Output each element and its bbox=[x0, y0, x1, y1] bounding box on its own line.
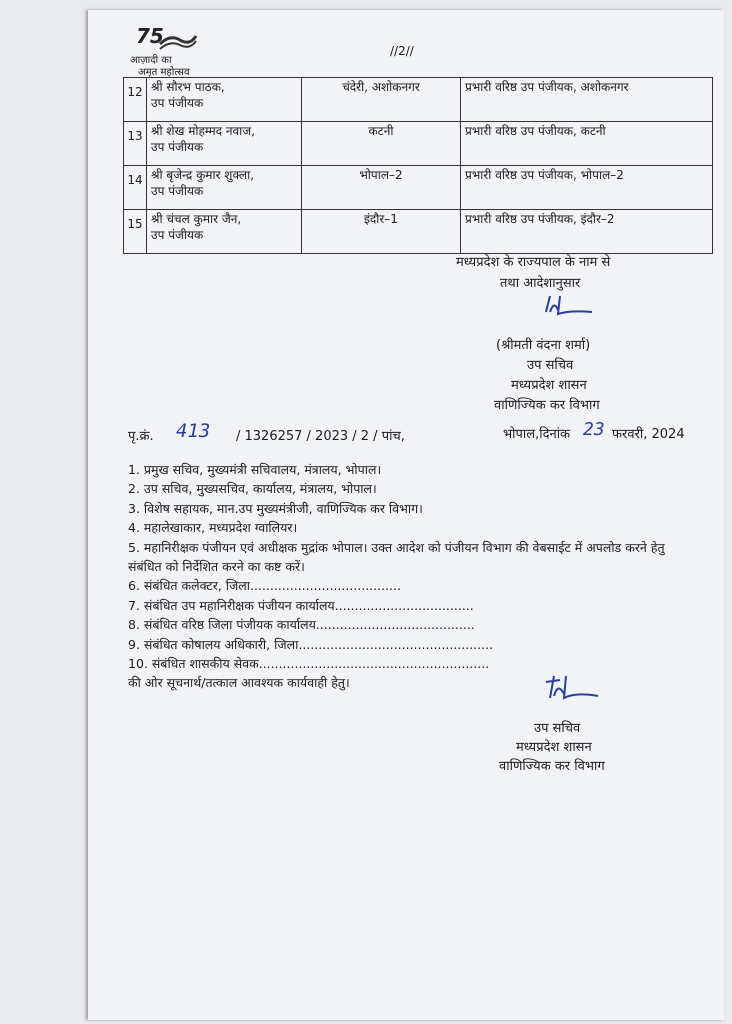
officer-name-cell bbox=[147, 210, 302, 254]
table-row bbox=[124, 78, 713, 122]
officer-name-cell bbox=[147, 78, 302, 122]
signatory2-office: मध्यप्रदेश शासन bbox=[516, 740, 592, 755]
table-row bbox=[124, 166, 713, 210]
current-posting-cell: कटनी bbox=[302, 122, 461, 166]
list-item: 7. संबंधित उप महानिरीक्षक पंजीयन कार्यालय................................... bbox=[128, 597, 474, 613]
order-line-1: मध्यप्रदेश के राज्यपाल के नाम से bbox=[456, 255, 611, 270]
signatory2-designation: उप सचिव bbox=[534, 721, 581, 736]
month-year: फरवरी, 2024 bbox=[612, 427, 685, 442]
officer-name-cell bbox=[147, 122, 302, 166]
new-charge-cell: प्रभारी वरिष्ठ उप पंजीयक, इंदौर–2 bbox=[461, 210, 713, 254]
officer-name: श्री बृजेन्द्र कुमार शुक्ला, bbox=[151, 168, 255, 182]
officer-rank: उप पंजीयक bbox=[151, 184, 204, 198]
closing-line: की ओर सूचनार्थ/तत्काल आवश्यक कार्यवाही हेतु। bbox=[128, 675, 350, 691]
list-item: 8. संबंधित वरिष्ठ जिला पंजीयक कार्यालय........................................ bbox=[128, 617, 475, 633]
row-number: 13 bbox=[124, 122, 147, 166]
list-item: 1. प्रमुख सचिव, मुख्यमंत्री सचिवालय, मंत्रालय, भोपाल। bbox=[128, 462, 382, 477]
signature-icon bbox=[542, 672, 602, 702]
list-item: 9. संबंधित कोषालय अधिकारी, जिला................................................. bbox=[128, 636, 494, 652]
officer-name: श्री चंचल कुमार जैन, bbox=[151, 212, 242, 226]
row-number: 12 bbox=[124, 78, 147, 122]
logo-number: 75 bbox=[136, 24, 164, 48]
officer-rank: उप पंजीयक bbox=[151, 140, 204, 154]
current-posting-cell: इंदौर–1 bbox=[302, 210, 461, 254]
list-item: 4. महालेखाकार, मध्यप्रदेश ग्वालियर। bbox=[128, 520, 298, 536]
reference-handwritten-number: 413 bbox=[176, 420, 211, 442]
row-number: 15 bbox=[124, 210, 147, 254]
signatory-office: मध्यप्रदेश शासन bbox=[511, 378, 587, 393]
signatory-department: वाणिज्यिक कर विभाग bbox=[494, 398, 600, 413]
reference-number: / 1326257 / 2023 / 2 / पांच, bbox=[236, 429, 405, 444]
current-posting-cell: भोपाल–2 bbox=[302, 166, 461, 210]
list-item: 5. महानिरीक्षक पंजीयन एवं अधीक्षक मुद्रांक भोपाल। उक्त आदेश को पंजीयन विभाग की वेबसाईट में अपलोड करने हेतु संबंधित को निर्देशित करने का कष्ट करें। bbox=[128, 539, 665, 575]
order-line-2: तथा आदेशानुसार bbox=[500, 276, 581, 291]
azadi-ka-amrit-mahotsav-logo bbox=[128, 22, 218, 82]
list-item: 2. उप सचिव, मुख्यसचिव, कार्यालय, मंत्रालय, भोपाल। bbox=[128, 481, 377, 497]
list-item: 6. संबंधित कलेक्टर, जिला...................................... bbox=[128, 578, 401, 594]
place-date-prefix: भोपाल,दिनांक bbox=[503, 427, 571, 442]
signature-icon bbox=[540, 292, 600, 318]
signatory2-department: वाणिज्यिक कर विभाग bbox=[499, 759, 605, 774]
officer-rank: उप पंजीयक bbox=[151, 228, 204, 242]
table-row bbox=[124, 210, 713, 254]
logo-text-line1: आज़ादी का bbox=[130, 55, 172, 66]
table-row bbox=[124, 122, 713, 166]
signatory-name: (श्रीमती वंदना शर्मा) bbox=[496, 338, 591, 353]
new-charge-cell: प्रभारी वरिष्ठ उप पंजीयक, अशोकनगर bbox=[461, 78, 713, 122]
officer-name-cell bbox=[147, 166, 302, 210]
flag-wave-icon bbox=[158, 30, 198, 54]
new-charge-cell: प्रभारी वरिष्ठ उप पंजीयक, भोपाल–2 bbox=[461, 166, 713, 210]
officer-name: श्री सौरभ पाठक, bbox=[151, 80, 225, 94]
posting-table bbox=[123, 77, 713, 254]
page-number-marker: //2// bbox=[390, 44, 414, 58]
current-posting-cell: चंदेरी, अशोकनगर bbox=[302, 78, 461, 122]
officer-name: श्री शेख मोहम्मद नवाज, bbox=[151, 124, 255, 138]
new-charge-cell: प्रभारी वरिष्ठ उप पंजीयक, कटनी bbox=[461, 122, 713, 166]
reference-label: पृ.क्रं. bbox=[128, 429, 154, 444]
list-item: 10. संबंधित शासकीय सेवक.......................................................... bbox=[128, 656, 490, 672]
handwritten-day: 23 bbox=[583, 419, 605, 440]
signatory-designation: उप सचिव bbox=[527, 358, 574, 373]
row-number: 14 bbox=[124, 166, 147, 210]
logo-text-line2: अमृत महोत्सव bbox=[138, 67, 190, 78]
officer-rank: उप पंजीयक bbox=[151, 96, 204, 110]
list-item: 3. विशेष सहायक, मान.उप मुख्यमंत्रीजी, वाणिज्यिक कर विभाग। bbox=[128, 500, 423, 516]
copy-to-list bbox=[128, 460, 698, 693]
